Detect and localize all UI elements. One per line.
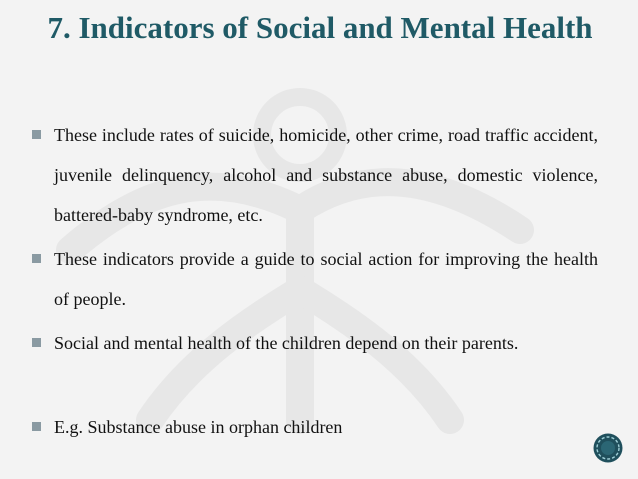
bullet-item [30, 239, 598, 319]
bullet-text: E.g. Substance abuse in orphan children [54, 417, 343, 437]
bullet-text: These include rates of suicide, homicide, other crime, road traffic accident, juvenile delinquency, alcohol and substance abuse, domestic violence, battered-baby syndrome, etc. [54, 125, 598, 225]
square-bullet-icon [32, 130, 41, 139]
bullet-text: Social and mental health of the children depend on their parents. [54, 333, 519, 353]
bullet-list [30, 115, 598, 451]
circular-badge-icon [592, 432, 624, 464]
square-bullet-icon [32, 338, 41, 347]
bullet-item [30, 323, 598, 403]
square-bullet-icon [32, 254, 41, 263]
bullet-item [30, 407, 598, 447]
square-bullet-icon [32, 422, 41, 431]
bullet-text: These indicators provide a guide to social action for improving the health of people. [54, 249, 598, 309]
bullet-item [30, 115, 598, 235]
slide-title: 7. Indicators of Social and Mental Health [47, 10, 593, 45]
